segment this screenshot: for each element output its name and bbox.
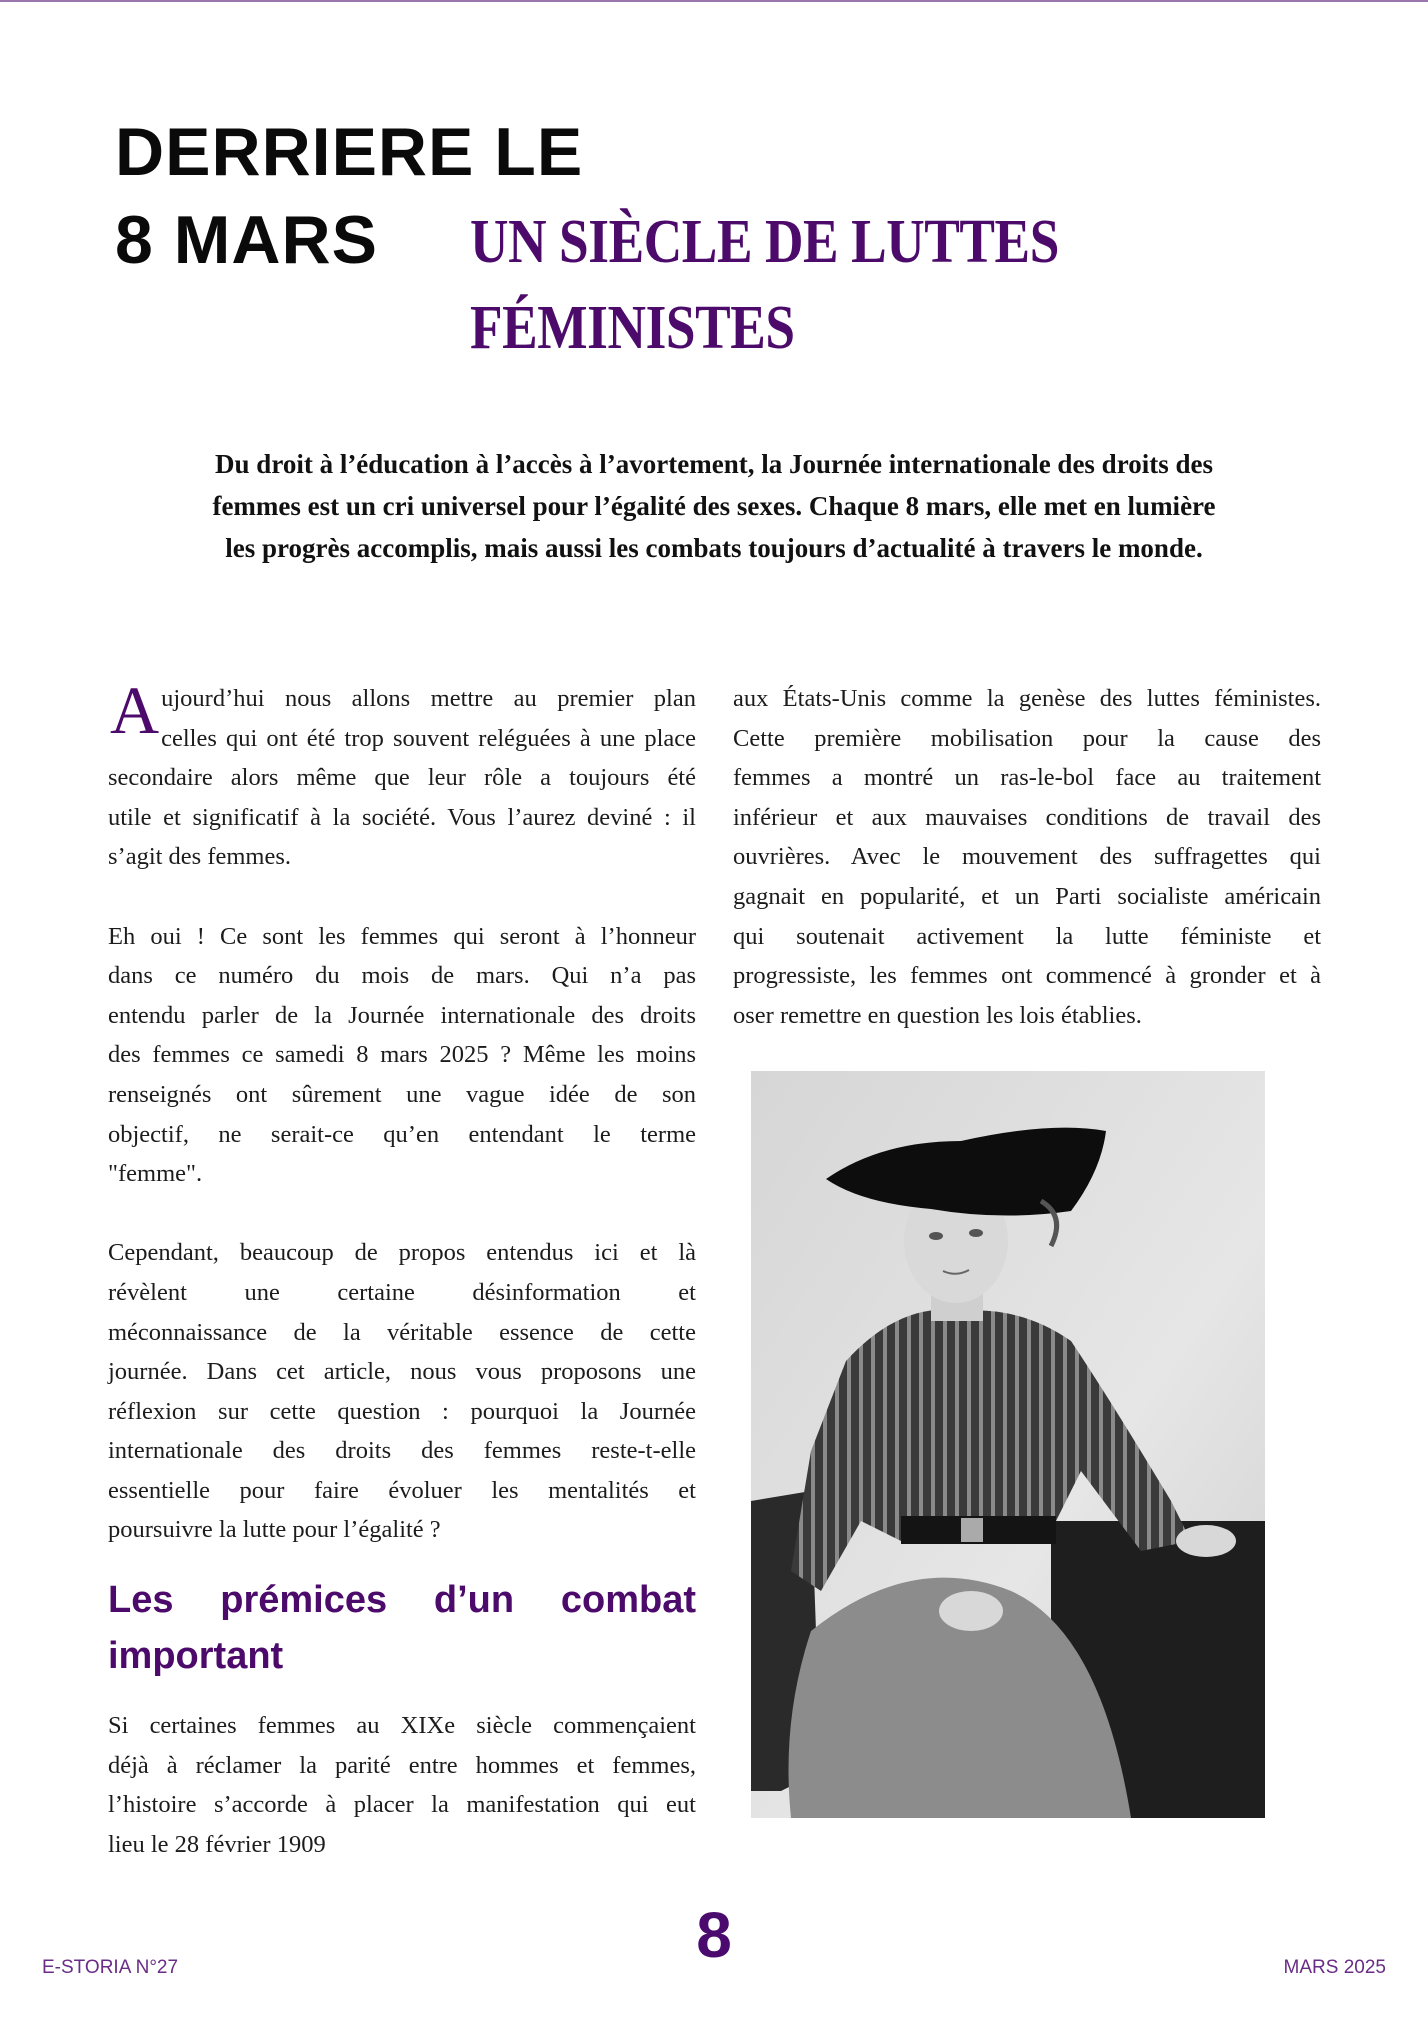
text-line: Si certaines femmes au XIXe siècle commençaient — [108, 1712, 696, 1740]
heading-text: Les prémices d’un combat — [108, 1579, 696, 1622]
top-rule — [0, 0, 1428, 2]
text-line: inférieur et aux mauvaises conditions de travail des — [733, 803, 1321, 831]
text-line: lieu le 28 février 1909 — [108, 1830, 326, 1858]
hand-left — [939, 1591, 1003, 1631]
text-line: gagnait en popularité, et un Parti socialiste américain — [733, 882, 1321, 910]
text-line: utile et significatif à la société. Vous l’aurez deviné : il — [108, 803, 696, 831]
text-line: internationale des droits des femmes reste-t-elle — [108, 1437, 696, 1465]
text-line: journée. Dans cet article, nous vous proposons une — [108, 1358, 696, 1386]
lead-line: Du droit à l’éducation à l’accès à l’avortement, la Journée internationale des droits des — [215, 449, 1213, 479]
portrait-illustration — [751, 1071, 1265, 1818]
text-line: oser remettre en question les lois établies. — [733, 1001, 1142, 1029]
portrait-photo — [751, 1071, 1265, 1818]
text-line: objectif, ne serait-ce qu’en entendant le terme — [108, 1120, 696, 1148]
lead-line: les progrès accomplis, mais aussi les combats toujours d’actualité à travers le monde. — [225, 533, 1203, 563]
text-line: déjà à réclamer la parité entre hommes et femmes, — [108, 1751, 696, 1779]
text-line: secondaire alors même que leur rôle a toujours été — [108, 764, 696, 792]
text-line: essentielle pour faire évoluer les mentalités et — [108, 1476, 696, 1504]
heading-text: important — [108, 1635, 284, 1678]
page-number: 8 — [696, 1899, 732, 1971]
text-line: dans ce numéro du mois de mars. Qui n’a pas — [108, 962, 696, 990]
title-line-1: DERRIERE LE — [115, 114, 584, 190]
paragraph-continuation — [733, 679, 1321, 1035]
paragraph-premices — [108, 1706, 696, 1864]
text-line: l’histoire s’accorde à placer la manifestation qui eut — [108, 1791, 696, 1819]
text-line: femmes a montré un ras-le-bol face au traitement — [733, 764, 1321, 792]
buckle-shape — [961, 1518, 983, 1542]
paragraph-intro — [108, 672, 696, 877]
text-line: "femme". — [108, 1160, 203, 1188]
text-line: s’agit des femmes. — [108, 843, 292, 871]
text-line: progressiste, les femmes ont commencé à gronder et à — [733, 962, 1321, 990]
title-line-2: 8 MARS — [115, 202, 378, 278]
left-column — [108, 672, 696, 1864]
text-line: réflexion sur cette question : pourquoi la Journée — [108, 1397, 696, 1425]
text-line: des femmes ce samedi 8 mars 2025 ? Même les moins — [108, 1041, 696, 1069]
text-line: ouvrières. Avec le mouvement des suffragettes qui — [733, 843, 1321, 871]
right-column — [733, 679, 1321, 1035]
section-heading — [108, 1572, 696, 1684]
text-line: méconnaissance de la véritable essence de cette — [108, 1318, 696, 1346]
text-line: Cette première mobilisation pour la cause des — [733, 724, 1321, 752]
text-line: poursuivre la lutte pour l’égalité ? — [108, 1516, 441, 1544]
paragraph-gap — [108, 1194, 696, 1234]
text-line: renseignés ont sûrement une vague idée de son — [108, 1080, 696, 1108]
text-line: Eh oui ! Ce sont les femmes qui seront à l’honneur — [108, 922, 696, 950]
subtitle-line-1: UN SIÈCLE DE LUTTES — [470, 208, 1059, 276]
text-line: Cependant, beaucoup de propos entendus ici et là — [108, 1239, 696, 1267]
magazine-date: MARS 2025 — [1283, 1957, 1386, 1978]
lead-line: femmes est un cri universel pour l’égalité des sexes. Chaque 8 mars, elle met en lumière — [212, 491, 1216, 521]
paragraph-eh-oui — [108, 917, 696, 1194]
paragraph-cependant — [108, 1233, 696, 1550]
drop-cap: A — [110, 672, 160, 748]
hand-right — [1176, 1525, 1236, 1557]
paragraph-gap — [108, 877, 696, 917]
magazine-issue: E-STORIA N°27 — [42, 1957, 179, 1978]
text-line: celles qui ont été trop souvent reléguées à une place — [161, 724, 696, 752]
text-line: ujourd’hui nous allons mettre au premier plan — [161, 685, 696, 712]
text-line: qui soutenait activement la lutte féministe et — [733, 922, 1321, 950]
subtitle-line-2: FÉMINISTES — [470, 294, 795, 362]
lead-paragraph — [130, 443, 1298, 569]
text-line: entendu parler de la Journée internationale des droits — [108, 1001, 696, 1029]
text-line: aux États-Unis comme la genèse des luttes féministes. — [733, 685, 1321, 712]
text-line: révèlent une certaine désinformation et — [108, 1278, 696, 1306]
